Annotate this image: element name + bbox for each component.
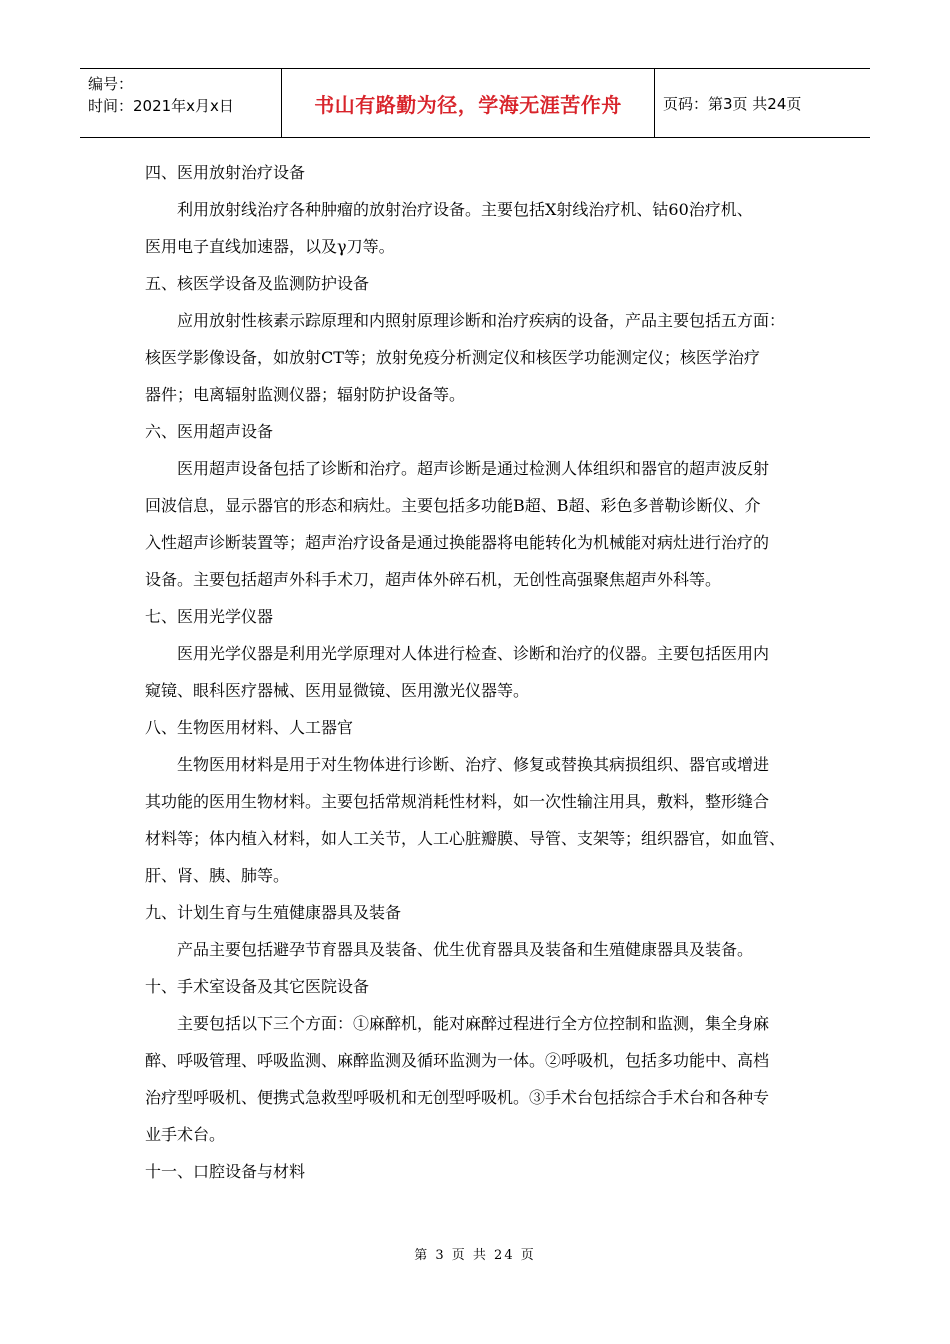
paragraph-line: 入性超声诊断装置等；超声治疗设备是通过换能器将电能转化为机械能对病灶进行治疗的 (145, 533, 770, 552)
section-paragraph (145, 931, 810, 968)
paragraph-line: 治疗型呼吸机、便携式急救型呼吸机和无创型呼吸机。③手术台包括综合手术台和各种专 (145, 1088, 770, 1107)
paragraph-line: 其功能的医用生物材料。主要包括常规消耗性材料，如一次性输注用具，敷料，整形缝合 (145, 792, 770, 811)
section-paragraph (145, 635, 810, 709)
section-paragraph (145, 302, 810, 413)
document-body (145, 154, 810, 1190)
paragraph-line: 核医学影像设备，如放射CT等；放射免疫分析测定仪和核医学功能测定仪；核医学治疗 (145, 348, 760, 367)
paragraph-line: 醉、呼吸管理、呼吸监测、麻醉监测及循环监测为一体。②呼吸机，包括多功能中、高档 (145, 1051, 770, 1070)
section-heading: 四、医用放射治疗设备 (145, 163, 306, 182)
section-heading: 十、手术室设备及其它医院设备 (145, 977, 370, 996)
section-paragraph (145, 191, 810, 265)
paragraph-line: 产品主要包括避孕节育器具及装备、优生优育器具及装备和生殖健康器具及装备。 (177, 940, 754, 959)
header-motto: 书山有路勤为径，学海无涯苦作舟 (281, 69, 655, 137)
paragraph-line: 应用放射性核素示踪原理和内照射原理诊断和治疗疾病的设备，产品主要包括五方面： (177, 311, 786, 330)
section-heading: 七、医用光学仪器 (145, 607, 274, 626)
section-heading: 十一、口腔设备与材料 (145, 1162, 306, 1181)
paragraph-line: 设备。主要包括超声外科手术刀，超声体外碎石机，无创性高强聚焦超声外科等。 (145, 570, 722, 589)
document-date: 时间：2021年x月x日 (88, 97, 234, 115)
paragraph-line: 医用光学仪器是利用光学原理对人体进行检查、诊断和治疗的仪器。主要包括医用内 (177, 644, 770, 663)
section-heading: 九、计划生育与生殖健康器具及装备 (145, 903, 402, 922)
paragraph-line: 材料等；体内植入材料，如人工关节，人工心脏瓣膜、导管、支架等；组织器官，如血管、 (145, 829, 786, 848)
document-number: 编号： (88, 75, 134, 93)
paragraph-line: 窥镜、眼科医疗器械、医用显微镜、医用激光仪器等。 (145, 681, 530, 700)
header-page-number: 页码：第3页 共24页 (663, 94, 802, 113)
section-paragraph (145, 746, 810, 894)
section-paragraph (145, 1005, 810, 1153)
paragraph-line: 医用电子直线加速器，以及γ刀等。 (145, 237, 395, 256)
page-header (80, 68, 870, 138)
paragraph-line: 业手术台。 (145, 1125, 226, 1144)
paragraph-line: 器件；电离辐射监测仪器；辐射防护设备等。 (145, 385, 466, 404)
section-heading: 五、核医学设备及监测防护设备 (145, 274, 370, 293)
section-heading: 六、医用超声设备 (145, 422, 274, 441)
paragraph-line: 肝、肾、胰、肺等。 (145, 866, 290, 885)
paragraph-line: 利用放射线治疗各种肿瘤的放射治疗设备。主要包括X射线治疗机、钴60治疗机、 (177, 200, 753, 219)
header-meta (80, 69, 281, 137)
paragraph-line: 回波信息，显示器官的形态和病灶。主要包括多功能B超、B超、彩色多普勒诊断仪、介 (145, 496, 761, 515)
page-footer: 第 3 页 共 24 页 (414, 1248, 536, 1263)
section-heading: 八、生物医用材料、人工器官 (145, 718, 354, 737)
paragraph-line: 医用超声设备包括了诊断和治疗。超声诊断是通过检测人体组织和器官的超声波反射 (177, 459, 770, 478)
paragraph-line: 生物医用材料是用于对生物体进行诊断、治疗、修复或替换其病损组织、器官或增进 (177, 755, 770, 774)
section-paragraph (145, 450, 810, 598)
paragraph-line: 主要包括以下三个方面：①麻醉机，能对麻醉过程进行全方位控制和监测，集全身麻 (177, 1014, 770, 1033)
